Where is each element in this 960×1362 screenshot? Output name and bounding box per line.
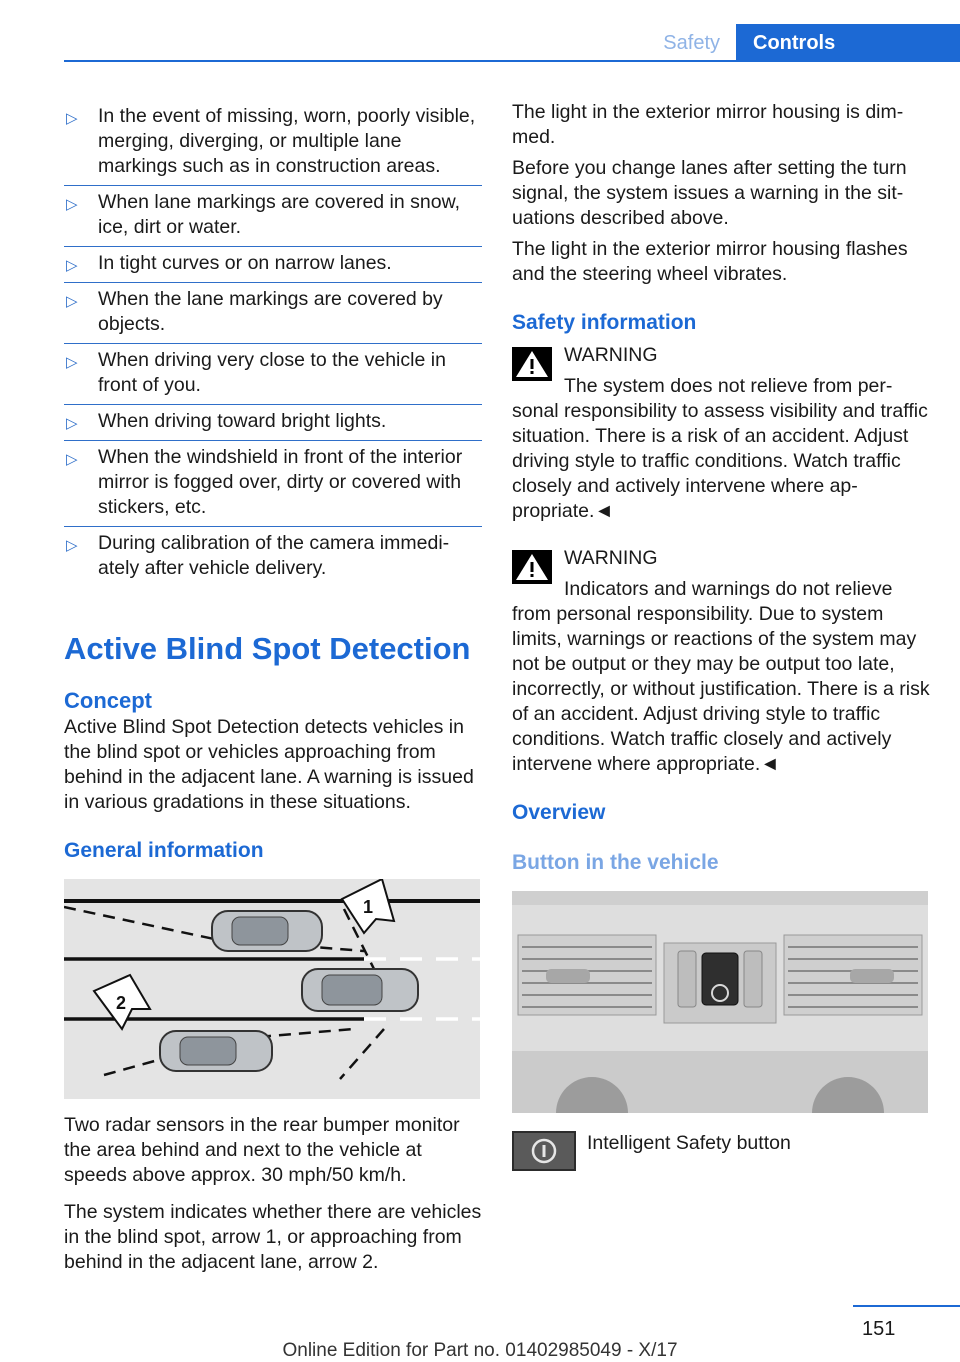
dashboard-illustration [512, 891, 928, 1113]
intelligent-safety-button-icon [512, 1131, 576, 1171]
arrow-1-label: 1 [363, 897, 374, 917]
right-column [512, 100, 932, 1171]
triangle-bullet-icon: ▷ [66, 415, 78, 432]
warning-text: The system does not relieve from personal responsibility to assess visibility and traffic situation. There is a risk of an accident. Adjust driving style to traffic conditions. Watch traffic closely and actively intervene where appropriate.◄ [512, 375, 928, 522]
list-item: ▷ When lane markings are covered in snow, ice, dirt or water. [64, 186, 482, 247]
dashboard-photo [512, 891, 928, 1113]
list-item: ▷ During calibration of the camera immediately after vehicle delivery. [66, 532, 450, 579]
overview-heading: Overview [512, 801, 606, 824]
radar-paragraph: Two radar sensors in the rear bumper monitor the area behind and next to the vehicle at speeds above approx. 30 mph/50 km/h. [64, 1114, 460, 1186]
warning-block-1 [512, 343, 932, 524]
footer-rule [853, 1305, 960, 1307]
list-item: ▷ When driving toward bright lights. [64, 405, 482, 441]
warning-label: WARNING [564, 547, 658, 569]
arrow-2-label: 2 [116, 993, 127, 1013]
car-icon [302, 969, 418, 1011]
page-number: 151 [862, 1318, 896, 1340]
concept-text: Active Blind Spot Detection detects vehicles in the blind spot or vehicles approaching from behind in the adjacent lane. A warning is issued in various gradations in these situations. [64, 716, 474, 813]
warning-triangle-icon [512, 347, 552, 381]
dim-light-paragraph: The light in the exterior mirror housing is dimmed. [512, 101, 904, 148]
list-item: ▷ When driving very close to the vehicle in front of you. [64, 344, 482, 405]
triangle-bullet-icon: ▷ [66, 196, 78, 213]
flash-paragraph: The light in the exterior mirror housing flashes and the steering wheel vibrates. [512, 238, 908, 285]
limitations-list [64, 100, 482, 587]
button-heading: Button in the vehicle [512, 851, 719, 874]
general-info-heading: General information [64, 839, 264, 862]
car-icon [160, 1031, 272, 1071]
car-icon [212, 911, 322, 951]
legend-text: Intelligent Safety button [587, 1132, 791, 1154]
triangle-bullet-icon: ▷ [66, 293, 78, 310]
list-item: ▷ When the lane markings are covered by objects. [64, 283, 482, 344]
indicator-paragraph: The system indicates whether there are vehicles in the blind spot, arrow 1, or approaching from behind in the adjacent lane, arrow 2. [64, 1201, 482, 1273]
list-item: ▷ In the event of missing, worn, poorly visible, merging, diverging, or multiple lane markings such as in construction areas. [64, 100, 482, 186]
tab-safety[interactable]: Safety [663, 32, 720, 54]
road-illustration [64, 879, 480, 1099]
warning-block-2 [512, 546, 932, 777]
triangle-bullet-icon: ▷ [66, 354, 78, 371]
warning-label: WARNING [564, 344, 658, 366]
triangle-bullet-icon: ▷ [66, 257, 78, 274]
concept-heading: Concept [64, 688, 152, 713]
edition-footer: Online Edition for Part no. 01402985049 - X/17 [282, 1340, 678, 1361]
warning-text: Indicators and warnings do not relieve from personal responsibility. Due to system limits, warnings or reactions of the system may not be output or they may be output too late, incorrectly, or without justification. There is a risk of an accident. Adjust driving style to traffic conditions. Watch traffic closely and actively intervene where appropriate.◄ [512, 578, 930, 775]
list-item: ▷ In tight curves or on narrow lanes. [64, 247, 482, 283]
section-title: Active Blind Spot Detection [64, 631, 471, 666]
lane-change-paragraph: Before you change lanes after setting the turn signal, the system issues a warning in the situations described above. [512, 157, 907, 229]
left-column [64, 100, 482, 1275]
triangle-bullet-icon: ▷ [66, 537, 78, 554]
safety-info-heading: Safety information [512, 311, 697, 334]
triangle-bullet-icon: ▷ [66, 451, 78, 468]
button-legend [512, 1131, 932, 1171]
warning-triangle-icon [512, 550, 552, 584]
blind-spot-diagram [64, 879, 480, 1099]
triangle-bullet-icon: ▷ [66, 110, 78, 127]
tab-controls[interactable]: Controls [736, 24, 960, 62]
list-item: ▷ When the windshield in front of the interior mirror is fogged over, dirty or covered with stickers, etc. [64, 441, 482, 527]
